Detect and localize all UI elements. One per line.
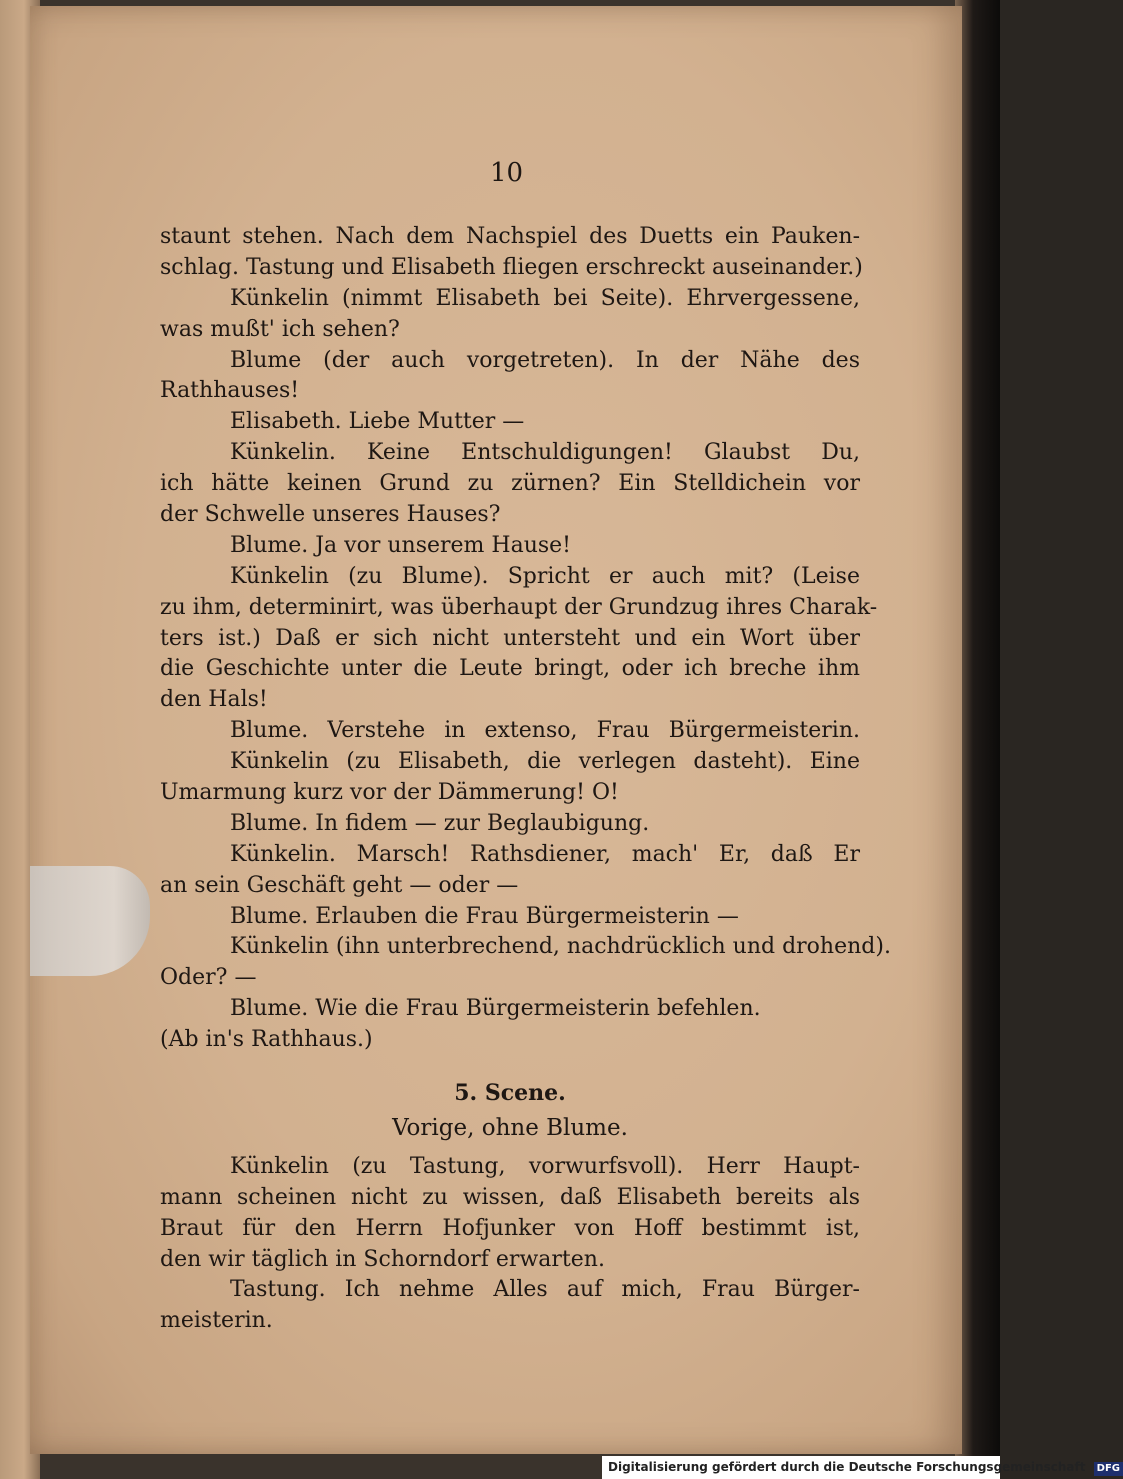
page-tab-marker <box>30 866 150 976</box>
text-line: Umarmung kurz vor der Dämmerung! O! <box>160 780 619 806</box>
dfg-logo-icon: DFG <box>1094 1462 1123 1476</box>
footer-credit-text: Digitalisierung gefördert durch die Deutsche Forschungsgemeinschaft <box>608 1460 1086 1474</box>
dfg-funding-footer <box>602 1456 1120 1479</box>
text-line: schlag. Tastung und Elisabeth fliegen erschreckt auseinander.) <box>160 254 863 280</box>
text-line: den wir täglich in Schorndorf erwarten. <box>160 1246 605 1272</box>
text-line: Künkelin (zu Elisabeth, die verlegen dasteht). Eine <box>230 749 860 775</box>
text-line: Rathhauses! <box>160 378 300 404</box>
text-line: Tastung. Ich nehme Alles auf mich, Frau Bürger- <box>230 1277 860 1303</box>
text-line: Künkelin (ihn unterbrechend, nachdrücklich und drohend). <box>230 934 891 960</box>
text-line: Künkelin (nimmt Elisabeth bei Seite). Ehrvergessene, <box>230 285 860 311</box>
text-line: Blume. Wie die Frau Bürgermeisterin befehlen. <box>230 996 761 1022</box>
text-line: Oder? — <box>160 965 257 991</box>
text-line: staunt stehen. Nach dem Nachspiel des Duetts ein Pauken- <box>160 224 860 249</box>
text-line: ich hätte keinen Grund zu zürnen? Ein Stelldichein vor <box>160 471 860 497</box>
text-line: an sein Geschäft geht — oder — <box>160 872 519 898</box>
text-line: Blume. In fidem — zur Beglaubigung. <box>230 810 650 836</box>
text-line: zu ihm, determinirt, was überhaupt der Grundzug ihres Charak- <box>160 594 878 620</box>
text-line: Künkelin. Keine Entschuldigungen! Glaubst Du, <box>230 440 860 466</box>
text-line: der Schwelle unseres Hauses? <box>160 502 501 528</box>
scene-subheading: Vorige, ohne Blume. <box>392 1114 628 1141</box>
text-line: Künkelin (zu Blume). Spricht er auch mit? (Leise <box>230 563 860 589</box>
text-line: Braut für den Herrn Hofjunker von Hoff bestimmt ist, <box>160 1215 860 1241</box>
text-line: Künkelin. Marsch! Rathsdiener, mach' Er, daß Er <box>230 841 860 867</box>
text-line: Blume. Ja vor unserem Hause! <box>230 532 572 558</box>
text-line: Blume (der auch vorgetreten). In der Nähe des <box>230 347 860 373</box>
text-line: den Hals! <box>160 687 268 713</box>
text-line: die Geschichte unter die Leute bringt, oder ich breche ihm <box>160 656 860 682</box>
text-line: meisterin. <box>160 1308 273 1334</box>
text-line: Blume. Erlauben die Frau Bürgermeisterin — <box>230 903 739 929</box>
page-body-text <box>160 222 891 1337</box>
page-number: 10 <box>490 158 524 188</box>
text-line: (Ab in's Rathhaus.) <box>160 1027 373 1053</box>
text-line: Künkelin (zu Tastung, vorwurfsvoll). Herr Haupt- <box>230 1153 860 1179</box>
text-line: ters ist.) Daß er sich nicht untersteht und ein Wort über <box>160 625 860 651</box>
text-line: was mußt' ich sehen? <box>160 316 400 342</box>
scene-heading: 5. Scene. <box>454 1080 566 1107</box>
text-line: Elisabeth. Liebe Mutter — <box>230 409 525 435</box>
text-line: Blume. Verstehe in extenso, Frau Bürgermeisterin. <box>230 718 860 744</box>
text-line: mann scheinen nicht zu wissen, daß Elisabeth bereits als <box>160 1184 860 1210</box>
